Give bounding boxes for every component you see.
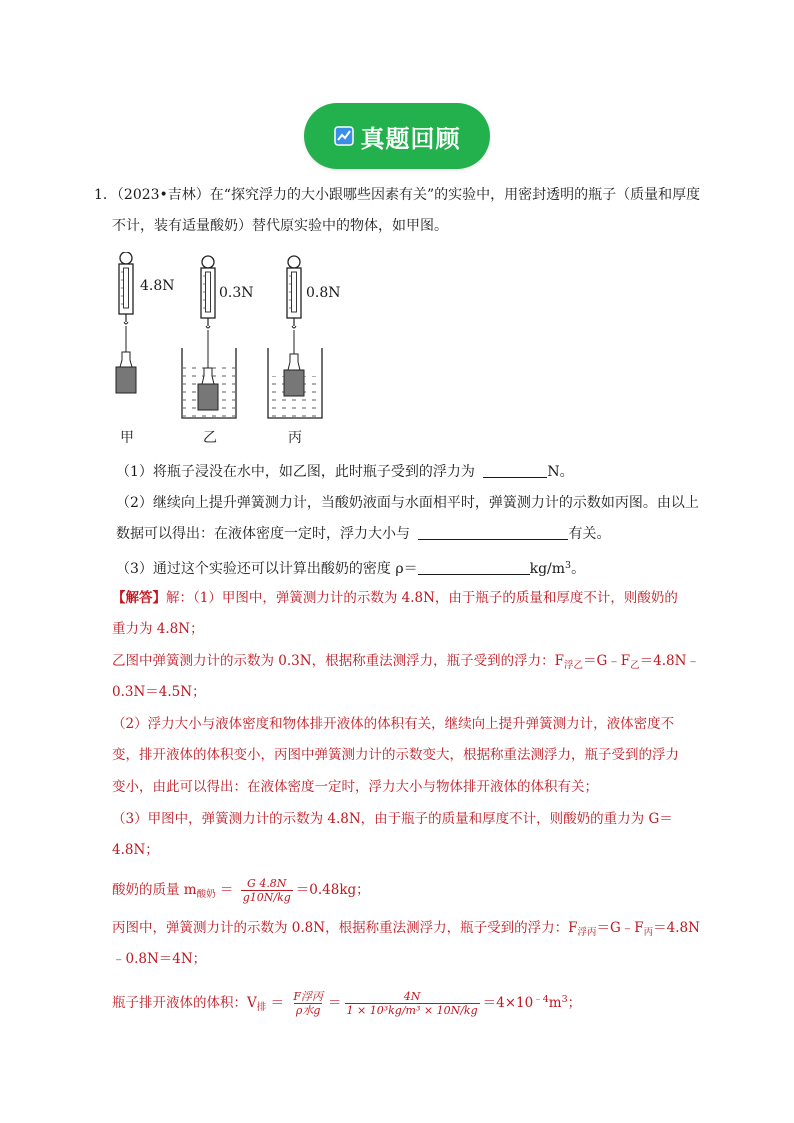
answer-line-3: 乙图中弹簧测力计的示数为 0.3N，根据称重法测浮力，瓶子受到的浮力：$F_{浮乙}=G﹣F_乙=4.8N﹣$ bbox=[112, 653, 700, 671]
label-yi: 乙 bbox=[203, 430, 217, 446]
question-line-2: 不计，装有适量酸奶）替代原实验中的物体，如甲图。 bbox=[112, 218, 448, 234]
banner-title: 真题回顾 bbox=[360, 124, 461, 153]
subquestion-2-line-1: （2）继续向上提升弹簧测力计，当酸奶液面与水面相平时，弹簧测力计的示数如丙图。由以上 bbox=[116, 495, 699, 511]
question-text-1: （2023•吉林）在“探究浮力的大小跟哪些因素有关”的实验中，用密封透明的瓶子（质量和厚度 bbox=[116, 187, 701, 203]
question-number: 1． bbox=[94, 187, 117, 203]
answer-line-11: 丙图中，弹簧测力计的示数为 0.8N，根据称重法测浮力，瓶子受到的浮力：$F_{浮丙}=G﹣F_丙=4.8N$ bbox=[112, 920, 700, 938]
reading-jia: 4.8N bbox=[140, 278, 175, 294]
label-jia: 甲 bbox=[120, 430, 134, 446]
mass-fraction: $\frac{G 4.8N}{g10N/kg}$ bbox=[242, 877, 291, 904]
answer-line-4: 0.3N＝4.5N； bbox=[112, 684, 206, 700]
chart-trend-icon bbox=[334, 126, 354, 146]
answer-line-5: （2）浮力大小与液体密度和物体排开液体的体积有关，继续向上提升弹簧测力计，液体密度不 bbox=[112, 716, 675, 732]
meter-bing bbox=[268, 256, 322, 418]
question-line-1 bbox=[94, 185, 700, 205]
answer-tag: 【解答】 bbox=[112, 590, 166, 606]
volume-fraction-2: $\frac{4N}{\text{1 × 10³kg/m³ × 10N/kg}}$ bbox=[346, 990, 478, 1017]
answer-line-10: 酸奶的质量 $m_{酸奶}$ ＝ $\frac{G 4.8N}{g10N/kg}$ ＝0.48kg； bbox=[112, 877, 370, 904]
answer-line-1: 【解答】解：（1）甲图中，弹簧测力计的示数为 4.8N，由于瓶子的质量和厚度不计，则酸奶的 bbox=[112, 590, 678, 606]
meter-yi bbox=[182, 256, 236, 418]
answer-line-13: 瓶子排开液体的体积：$V_排$ ＝ $\frac{\text{F浮丙}}{\text{ρ水g}}$ ＝ $\frac{4N}{\text{1 × 10³kg/m³ × 10N/kg}}$ $=4\times 10^{﹣4}m^3$； bbox=[112, 990, 582, 1017]
answer-line-8: （3）甲图中，弹簧测力计的示数为 4.8N，由于瓶子的质量和厚度不计，则酸奶的重力为 G＝ bbox=[112, 811, 673, 827]
section-banner bbox=[304, 103, 490, 169]
answer-blank-2[interactable] bbox=[418, 525, 568, 540]
answer-line-2: 重力为 4.8N； bbox=[112, 621, 204, 637]
answer-line-6: 变，排开液体的体积变小，丙图中弹簧测力计的示数变大，根据称重法测浮力，瓶子受到的浮力 bbox=[112, 747, 679, 763]
subquestion-3: （3）通过这个实验还可以计算出酸奶的密度 $\rho= kg/m^3$。 bbox=[116, 560, 586, 577]
answer-line-12: ﹣0.8N＝4N； bbox=[112, 951, 207, 967]
answer-line-9: 4.8N； bbox=[112, 842, 159, 858]
experiment-figure bbox=[100, 252, 340, 447]
subquestion-1: （1）将瓶子浸没在水中，如乙图，此时瓶子受到的浮力为 N。 bbox=[116, 464, 574, 480]
answer-line-7: 变小，由此可以得出：在液体密度一定时，浮力大小与物体排开液体的体积有关； bbox=[112, 779, 598, 795]
answer-blank-3[interactable] bbox=[418, 560, 530, 575]
answer-blank-1[interactable] bbox=[483, 463, 547, 478]
volume-fraction-1: $\frac{\text{F浮丙}}{\text{ρ水g}}$ bbox=[293, 990, 323, 1017]
reading-yi: 0.3N bbox=[219, 285, 254, 301]
reading-bing: 0.8N bbox=[306, 285, 341, 301]
meter-jia bbox=[116, 252, 136, 393]
label-bing: 丙 bbox=[288, 430, 302, 446]
subquestion-2-line-2: 数据可以得出：在液体密度一定时，浮力大小与 有关。 bbox=[116, 526, 611, 542]
